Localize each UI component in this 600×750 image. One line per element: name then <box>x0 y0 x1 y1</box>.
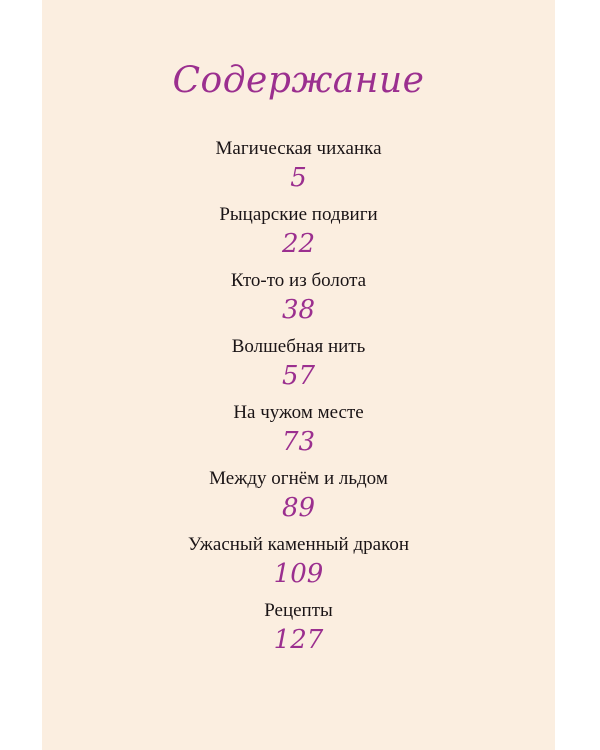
toc-entry-page: 22 <box>281 229 316 259</box>
toc-entry-title: Кто-то из болота <box>230 270 367 291</box>
toc-entry-page: 73 <box>281 427 316 457</box>
toc-entry-title: Рыцарские подвиги <box>219 204 378 225</box>
toc-entry <box>42 402 555 458</box>
toc-entry-title: На чужом месте <box>233 402 364 423</box>
toc-entry-title: Волшебная нить <box>231 336 366 357</box>
toc-entry <box>42 534 555 590</box>
toc-entry <box>42 138 555 194</box>
toc-entry-page: 5 <box>290 163 307 193</box>
toc-entry <box>42 336 555 392</box>
page-title: Содержание <box>172 60 425 101</box>
toc-entry <box>42 204 555 260</box>
book-page <box>42 0 555 750</box>
toc-entry <box>42 600 555 656</box>
toc-entry <box>42 468 555 524</box>
toc-entry-page: 109 <box>273 559 324 589</box>
toc-entry-page: 89 <box>281 493 316 523</box>
toc-entry-title: Между огнём и льдом <box>209 468 388 489</box>
toc-entry-title: Ужасный каменный дракон <box>187 534 409 555</box>
toc-entry-title: Рецепты <box>264 600 333 621</box>
toc-entry-page: 38 <box>281 295 316 325</box>
toc-entry <box>42 270 555 326</box>
toc-entry-page: 57 <box>281 361 316 391</box>
toc-entry-page: 127 <box>273 625 324 655</box>
toc-entry-title: Магическая чиханка <box>215 138 382 159</box>
